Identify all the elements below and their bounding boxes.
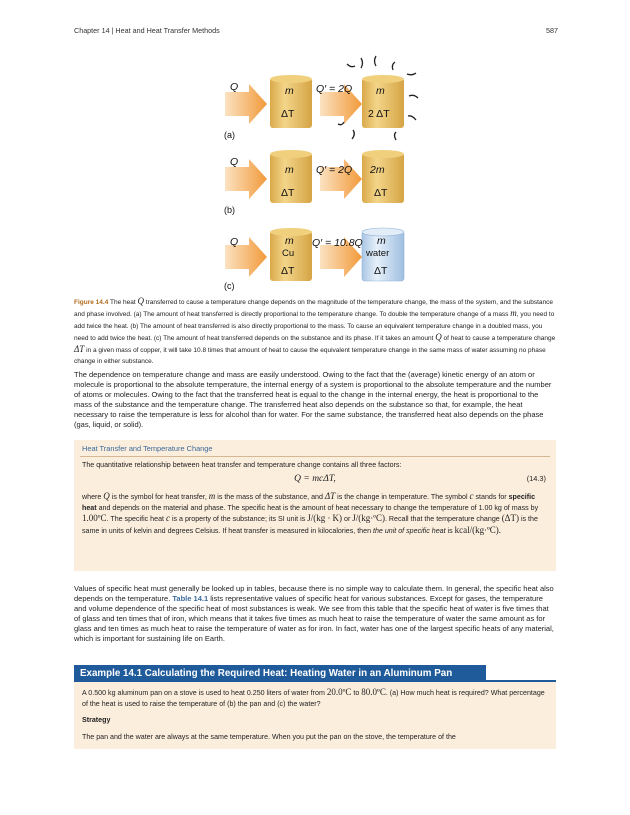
panel-b-left-q: Q: [230, 156, 239, 168]
box-divider: [80, 456, 550, 457]
math-q: Q: [137, 296, 144, 306]
panel-b-right-bottom: ΔT: [374, 187, 388, 199]
page-number: 587: [546, 26, 558, 35]
panel-c-right-q: Q′ = 10.8Q: [312, 237, 363, 249]
figure-caption: [74, 296, 556, 368]
figure-label: Figure 14.4: [74, 299, 109, 306]
panel-a: [225, 56, 418, 140]
panel-c-left-top: m: [285, 235, 294, 247]
caption-text: transferred to cause a temperature change depends on the magnitude of the temperature change, the mass of the system, and the substance and phase involved. (a) The amount of heat transferred is directly proportional to the temperature change. To double the temperature change of a mass: [74, 299, 554, 319]
chapter-title: Chapter 14 | Heat and Heat Transfer Methods: [74, 26, 220, 35]
equation-number: (14.3): [526, 474, 546, 483]
panel-a-left-top: m: [285, 85, 294, 97]
term-specific-heat: specific heat: [82, 493, 536, 512]
panel-a-right-top: m: [376, 85, 385, 97]
box-title: Heat Transfer and Temperature Change: [82, 444, 213, 453]
table-14-1-link[interactable]: Table 14.1: [172, 593, 209, 603]
box-body: where Q is the symbol for heat transfer, m is the mass of the substance, and ΔT is the change in temperature. The symbol c stands for specific heat and depends on the material and phase. The specific heat is the amount of heat necessary to change the temperature of 1.00 kg of mass by 1.00ºC. The specific heat c is a property of the substance; its SI unit is J/(kg ⋅ K) or J/(kg⋅ºC). Recall that the temperature change (ΔT) is the same in units of kelvin and degrees Celsius. If heat transfer is measured in kilocalories, then the unit of specific heat is kcal/(kg⋅ºC).: [82, 491, 539, 535]
caption-text: of heat to cause a temperature change: [441, 334, 556, 342]
panel-c-right-bottom: ΔT: [374, 265, 388, 277]
panel-a-left-bottom: ΔT: [281, 108, 295, 120]
caption-text: in a given mass of copper, it will take 10.8 times that amount of heat to cause the equivalent temperature change in the same mass of water assuming no phase change in either substance.: [74, 347, 546, 366]
panel-b-left-bottom: ΔT: [281, 187, 295, 199]
example-problem: A 0.500 kg aluminum pan on a stove is used to heat 0.250 liters of water from 20.0ºC to 80.0ºC. (a) How much heat is required? What percentage of the heat is used to raise the temperature of (b) the pan and (c) the water?: [82, 687, 545, 708]
panel-b-right-top: 2m: [370, 164, 385, 176]
example-title: Example 14.1 Calculating the Required Heat: Heating Water in an Aluminum Pan: [74, 665, 486, 682]
panel-c-right-top: m: [377, 235, 386, 247]
panel-b-label: (b): [224, 205, 235, 215]
panel-c-label: (c): [224, 281, 235, 291]
math-delta-t: ΔT: [74, 344, 85, 355]
panel-c-right-mid: water: [366, 248, 390, 259]
caption-text: The heat: [108, 299, 138, 306]
box-intro: The quantitative relationship between heat transfer and temperature change contains all three factors:: [82, 461, 402, 469]
panel-c-left-q: Q: [230, 236, 239, 248]
strategy-heading: Strategy: [82, 716, 111, 724]
equation: Q = mcΔT,: [294, 474, 336, 484]
math-q: Q: [435, 331, 442, 342]
paragraph-1: The dependence on temperature change and mass are easily understood. Owing to the fact that the (average) kinetic energy of an atom or molecule is proportional to the absolute temperature, the internal energy of a system is proportional to the absolute temperature and the number of atoms or molecules. Owing to the fact that the transferred heat is equal to the change in the internal energy, the heat is proportional to the mass of the substance and the temperature change. The transferred heat also depends on the substance so that, for example, the heat necessary to raise the temperature is less for alcohol than for water. For the same substance, the transferred heat also depends on the phase (gas, liquid, or solid).: [74, 370, 552, 429]
panel-a-right-q: Q′ = 2Q: [316, 83, 353, 95]
panel-c-left-mid: Cu: [282, 248, 295, 259]
strategy-text: The pan and the water are always at the same temperature. When you put the pan on the stove, the temperature of the: [82, 733, 456, 741]
heat-transfer-box: [74, 440, 556, 571]
panel-c-left-bottom: ΔT: [281, 265, 295, 277]
panel-b-right-q: Q′ = 2Q: [316, 164, 353, 176]
math-m: m: [510, 308, 517, 319]
paragraph-2: Values of specific heat must generally be looked up in tables, because there is no simple way to calculate them. In general, the specific heat also depends on the temperature. Table 14.1 lists representative values of specific heat for various substances. Except for gases, the temperature and volume dependence of the specific heat of most substances is weak. We see from this table that the specific heat of water is five times that of glass and ten times that of iron, which means that it takes five times as much heat to raise the temperature of water the same amount as for glass and ten times as much heat to raise the temperature of water as for iron. In fact, water has one of the largest specific heats of any material, which is important for sustaining life on Earth.: [74, 584, 554, 643]
example-box: [74, 682, 556, 749]
panel-a-right-bottom: 2 ΔT: [368, 108, 390, 120]
caption-text: , you need to add twice the heat. (b) The amount of heat transferred is also directly proportional to the mass. To cause an equivalent temperature change in a doubled mass, you need to add twice the heat. (c) The amount of heat transferred depends on the substance and its phase. If it takes an amount: [74, 311, 555, 342]
figure-14-4: [0, 0, 630, 300]
panel-a-label: (a): [224, 130, 235, 140]
panel-b-left-top: m: [285, 164, 294, 176]
panel-a-left-q: Q: [230, 81, 239, 93]
